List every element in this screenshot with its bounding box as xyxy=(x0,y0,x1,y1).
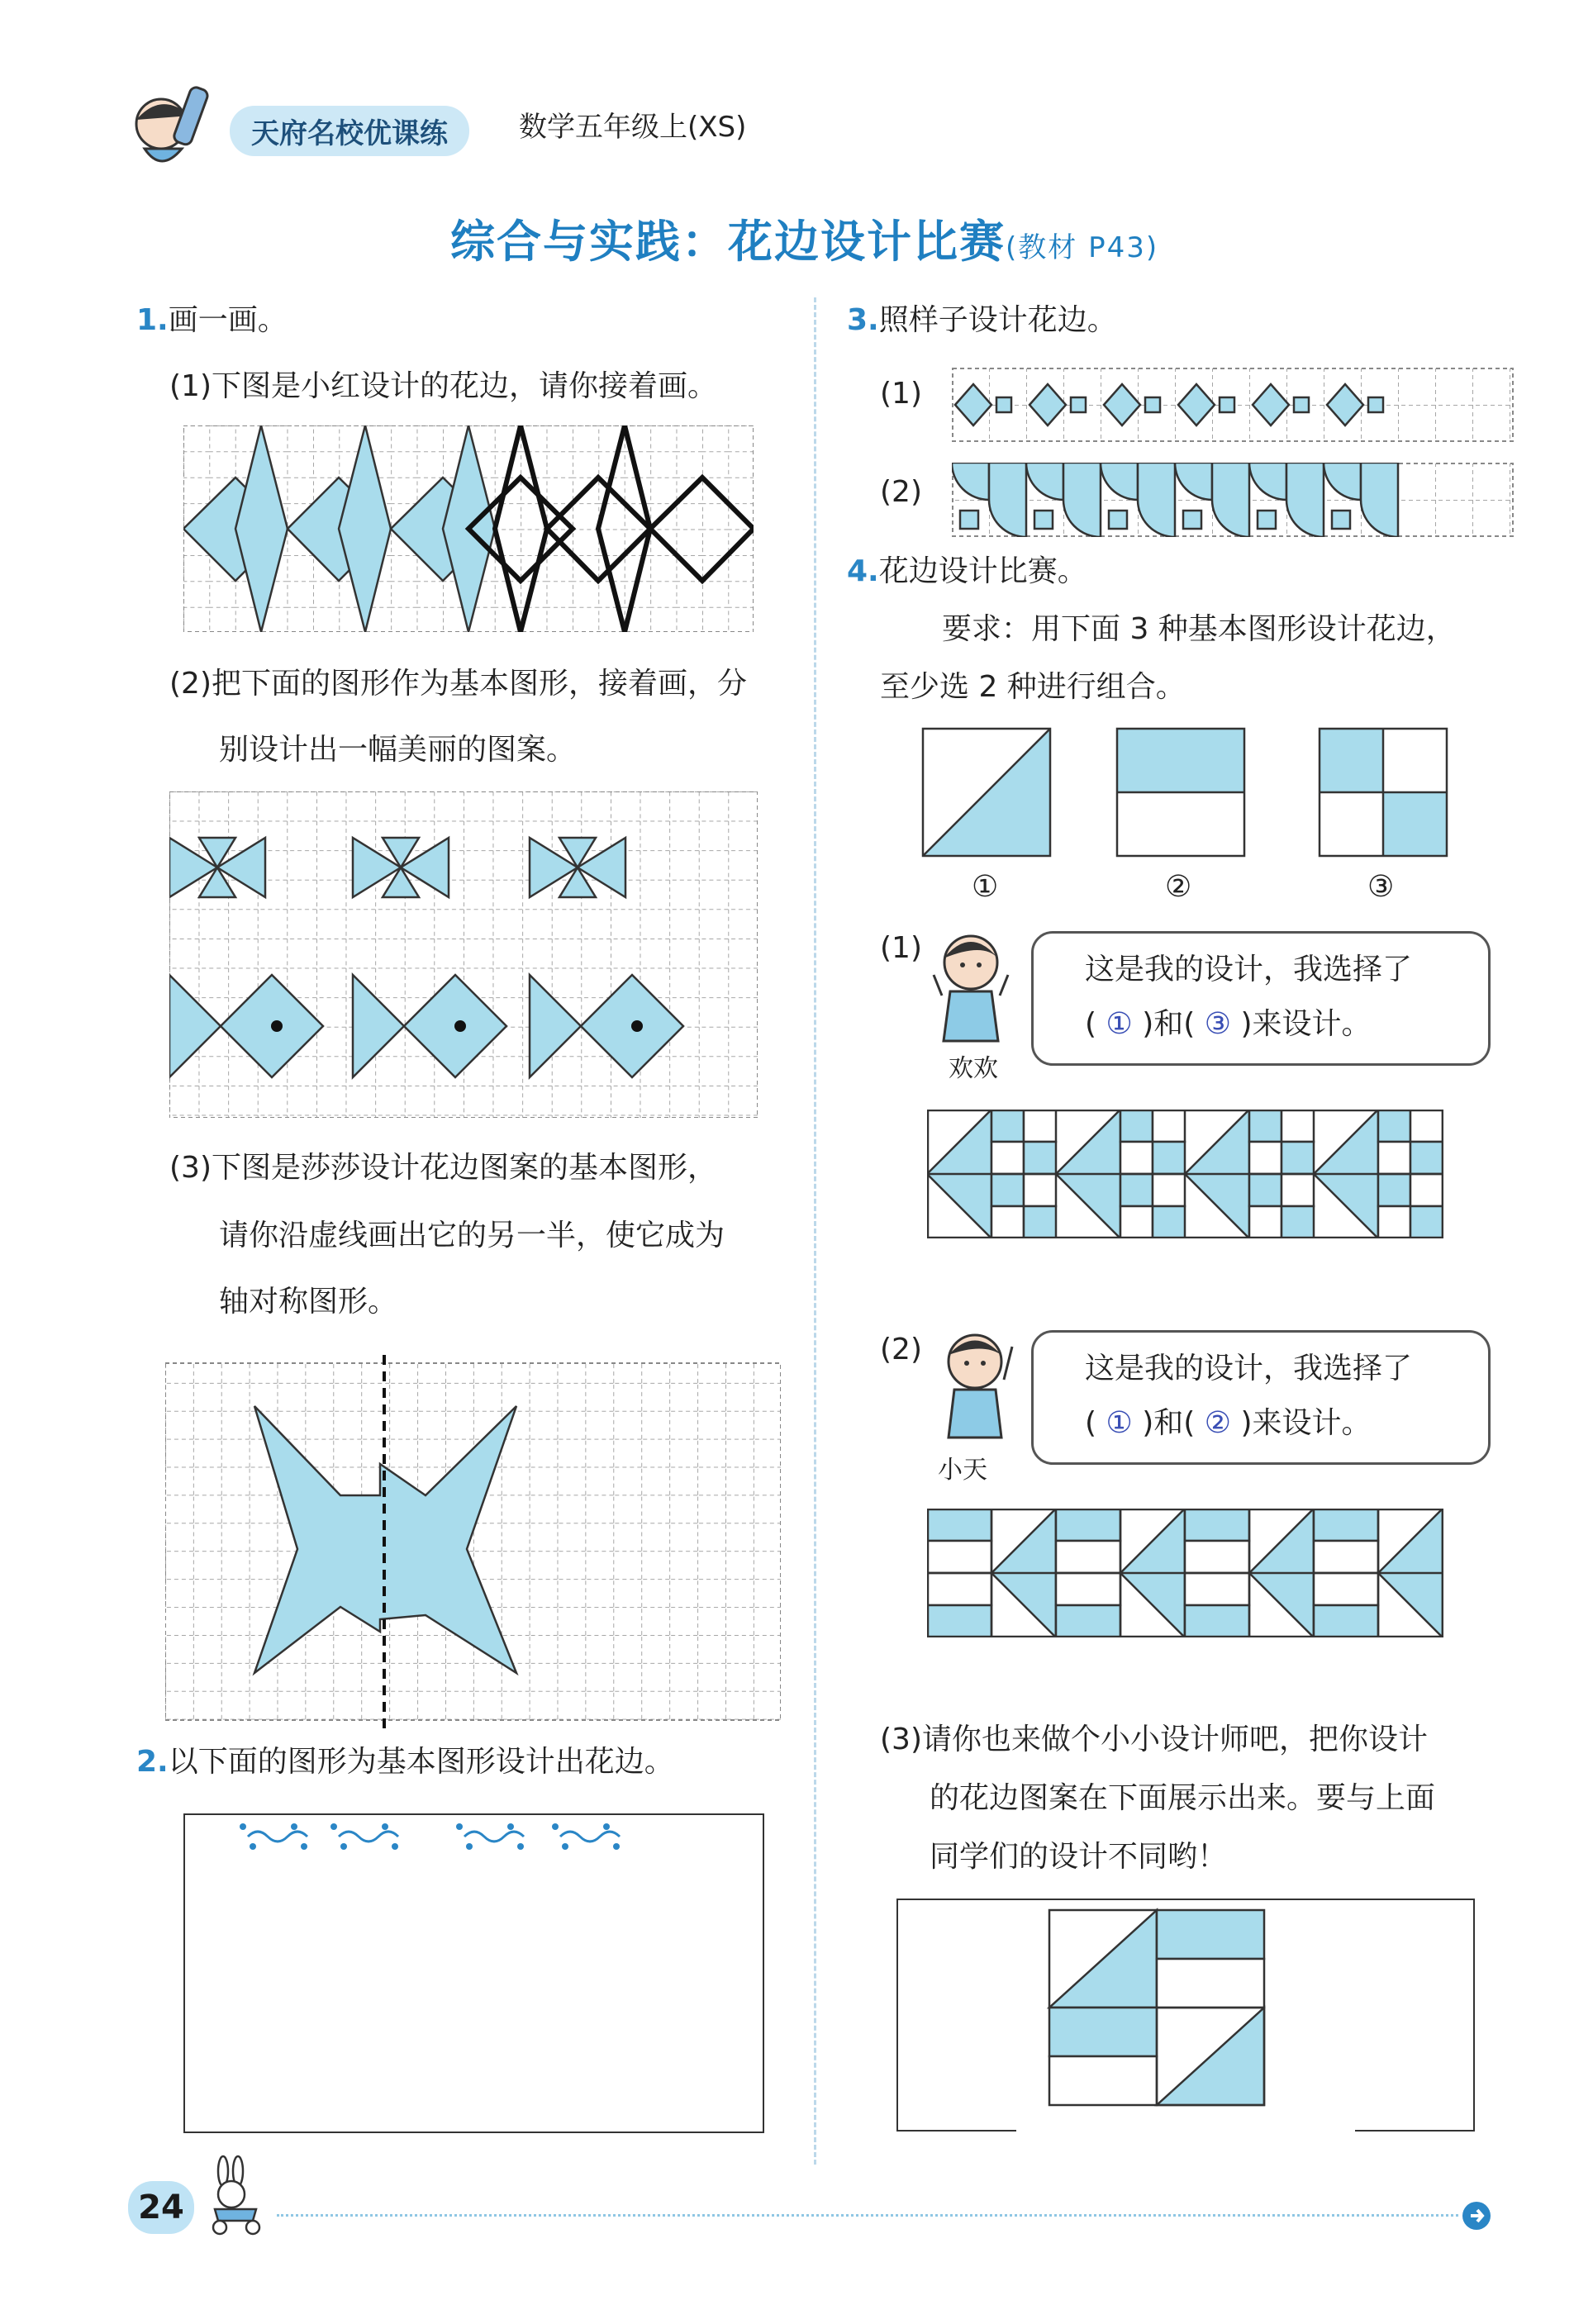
q4-heading xyxy=(847,554,1087,589)
paren-mid: )和( xyxy=(1142,1406,1196,1440)
huanhuan-name: 欢欢 xyxy=(949,1054,998,1083)
xiaotian-avatar xyxy=(934,1322,1025,1446)
xiaotian-speech-line1: 这是我的设计，我选择了 xyxy=(1085,1352,1413,1385)
q3-text: 照样子设计花边。 xyxy=(878,303,1117,337)
shape-label-1: ① xyxy=(972,870,999,904)
q4-text: 花边设计比赛。 xyxy=(878,554,1087,588)
q1-part3-text-a: (3)下图是莎莎设计花边图案的基本图形， xyxy=(169,1151,717,1185)
q1-grid-patterns[interactable] xyxy=(169,791,758,1118)
paren-mid: )和( xyxy=(1142,1007,1196,1041)
huanhuan-speech-bubble xyxy=(1031,931,1491,1066)
page-number: 24 xyxy=(128,2181,194,2234)
footer-dotted-line xyxy=(277,2214,1458,2217)
huanhuan-answer-a: ① xyxy=(1106,1007,1133,1041)
q1-heading xyxy=(136,302,288,338)
huanhuan-answer-b: ③ xyxy=(1204,1007,1232,1041)
q4-part1-label: (1) xyxy=(880,931,922,965)
q3-heading xyxy=(847,302,1117,338)
page-title xyxy=(450,207,1158,270)
q4-design-box[interactable] xyxy=(896,1899,1475,2132)
mascot-girl xyxy=(124,78,215,178)
huanhuan-speech-line1: 这是我的设计，我选择了 xyxy=(1085,953,1413,986)
shape-label-2: ② xyxy=(1165,870,1192,904)
paren-open: ( xyxy=(1085,1406,1097,1440)
q3-grid-row2[interactable] xyxy=(952,463,1514,537)
shape-label-3: ③ xyxy=(1367,870,1395,904)
q4-part2-label: (2) xyxy=(880,1333,922,1366)
paren-open: ( xyxy=(1085,1007,1097,1041)
q4-requirement-b: 至少选 2 种进行组合。 xyxy=(880,670,1186,704)
q4-number: 4. xyxy=(847,554,879,588)
q3-row2-label: (2) xyxy=(880,475,922,509)
basic-shape-1 xyxy=(921,727,1052,858)
huanhuan-border-pattern xyxy=(927,1110,1443,1238)
rabbit-scooter-icon xyxy=(198,2155,273,2237)
q3-row1-label: (1) xyxy=(880,377,922,411)
page-title-ref: (教材 P43) xyxy=(1006,231,1159,264)
q1-part2-text-a: (2)把下面的图形作为基本图形，接着画，分 xyxy=(169,667,747,701)
xiaotian-border-pattern xyxy=(927,1509,1443,1637)
q4-part3-text-b: 的花边图案在下面展示出来。要与上面 xyxy=(930,1781,1436,1815)
q2-drawing-box[interactable] xyxy=(183,1813,764,2133)
series-badge: 天府名校优课练 xyxy=(230,106,469,156)
q2-number: 2. xyxy=(136,1745,169,1779)
subject-label: 数学五年级上(XS) xyxy=(519,111,747,144)
q3-number: 3. xyxy=(847,303,879,337)
q1-part3-text-b: 请你沿虚线画出它的另一半，使它成为 xyxy=(219,1219,725,1252)
column-divider xyxy=(814,297,816,2165)
xiaotian-name: 小天 xyxy=(938,1456,987,1485)
q2-text: 以下面的图形为基本图形设计出花边。 xyxy=(168,1745,674,1779)
q4-requirement-a: 要求：用下面 3 种基本图形设计花边， xyxy=(942,612,1456,646)
q3-grid-row1[interactable] xyxy=(952,368,1514,442)
basic-shape-3 xyxy=(1318,727,1448,858)
paren-close: )来设计。 xyxy=(1240,1007,1372,1041)
q1-grid-diamonds[interactable] xyxy=(183,425,754,632)
q4-part3-text-c: 同学们的设计不同哟！ xyxy=(930,1840,1228,1874)
huanhuan-speech-line2 xyxy=(1085,1006,1372,1042)
q4-part3-text-a: (3)请你也来做个小小设计师吧，把你设计 xyxy=(880,1723,1428,1756)
xiaotian-speech-bubble xyxy=(1031,1330,1491,1465)
q1-grid-butterfly[interactable] xyxy=(165,1355,781,1735)
q1-number: 1. xyxy=(136,303,169,337)
q2-heading xyxy=(136,1744,674,1780)
next-arrow-icon[interactable] xyxy=(1461,2200,1492,2231)
basic-shape-2 xyxy=(1115,727,1246,858)
huanhuan-avatar xyxy=(925,925,1016,1049)
xiaotian-answer-b: ② xyxy=(1204,1406,1232,1440)
xiaotian-speech-line2 xyxy=(1085,1405,1372,1441)
q1-part3-text-c: 轴对称图形。 xyxy=(219,1285,398,1319)
q1-part2-text-b: 别设计出一幅美丽的图案。 xyxy=(219,733,577,767)
q1-text: 画一画。 xyxy=(168,303,288,337)
paren-close: )来设计。 xyxy=(1240,1406,1372,1440)
page-title-main: 综合与实践：花边设计比赛 xyxy=(450,216,1006,268)
xiaotian-answer-a: ① xyxy=(1106,1406,1133,1440)
q1-part1-text: (1)下图是小红设计的花边，请你接着画。 xyxy=(169,369,717,403)
